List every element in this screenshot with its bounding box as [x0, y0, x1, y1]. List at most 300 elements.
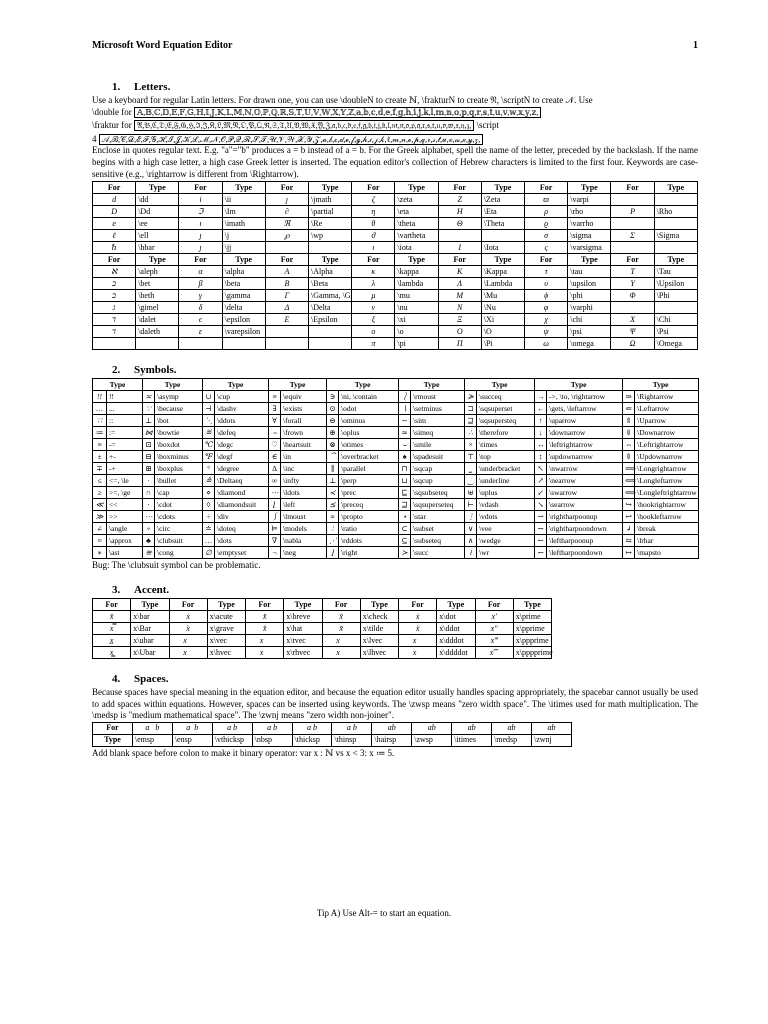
column-header: Type [131, 599, 169, 611]
letters-table [92, 181, 698, 350]
keyword-cell: \theta [395, 218, 438, 230]
column-header: Type [143, 379, 203, 391]
keyword-cell: \Kappa [481, 266, 524, 278]
symbol-cell [438, 230, 481, 242]
keyword-cell: -+ [107, 463, 143, 475]
keyword-cell: x\tvec [284, 635, 322, 647]
symbol-cell: ∗ [93, 547, 107, 559]
keyword-cell: \wr [477, 547, 535, 559]
keyword-cell: \bullet [155, 475, 203, 487]
keyword-cell: \infty [281, 475, 327, 487]
keyword-cell [654, 242, 697, 254]
symbol-cell: I [438, 242, 481, 254]
keyword-cell: \prec [339, 487, 399, 499]
symbol-cell: ° [203, 463, 215, 475]
symbol-cell: ⎱ [399, 391, 411, 403]
keyword-cell: \rmoust [411, 391, 465, 403]
symbol-cell: ∂ [265, 206, 308, 218]
symbol-cell: ι [352, 242, 395, 254]
symbol-cell: π [352, 338, 395, 350]
symbol-cell: ς [525, 242, 568, 254]
symbol-cell: ♠ [399, 451, 411, 463]
column-header: For [611, 182, 654, 194]
symbol-cell: ⋮ [465, 511, 477, 523]
keyword-cell: \Epsilon [309, 314, 352, 326]
keyword-cell: \doteq [215, 523, 269, 535]
keyword-cell: \rightharpoonup [547, 511, 623, 523]
symbol-cell: ϖ [525, 194, 568, 206]
table-row [93, 194, 698, 206]
symbol-cell: ↲ [623, 523, 635, 535]
column-header: Type [399, 379, 465, 391]
column-header: Type [136, 254, 179, 266]
keyword-cell: \alpha [222, 266, 265, 278]
symbol-cell: Δ [265, 302, 308, 314]
symbol-cell: ↙ [535, 487, 547, 499]
keyword-cell: x\dot [437, 611, 475, 623]
symbol-cell: ⊥ [327, 475, 339, 487]
page-number: 1 [693, 40, 698, 51]
symbol-cell: ⋰ [327, 535, 339, 547]
symbol-cell: Ψ [611, 326, 654, 338]
symbol-cell [611, 194, 654, 206]
column-header: For [525, 182, 568, 194]
symbol-cell: φ [525, 302, 568, 314]
symbol-cell: Θ [438, 218, 481, 230]
column-header: Type [269, 379, 327, 391]
table-row [93, 499, 699, 511]
keyword-cell: \varsigma [568, 242, 611, 254]
keyword-cell: \Re [309, 218, 352, 230]
keyword-cell: x\bar [131, 611, 169, 623]
table-row [93, 451, 699, 463]
symbol-cell: ± [93, 451, 107, 463]
keyword-cell: \Psi [654, 326, 697, 338]
keyword-cell: \Deltaeq [215, 475, 269, 487]
keyword-cell: \Alpha [309, 266, 352, 278]
symbol-cell: i [179, 194, 222, 206]
symbol-cell: x⃗ [169, 635, 207, 647]
symbol-cell: ≃ [399, 427, 411, 439]
symbols-bug-note: Bug: The \clubsuit symbol can be problematic. [92, 560, 261, 571]
symbol-cell: ≺ [327, 487, 339, 499]
keyword-cell: \models [281, 523, 327, 535]
double-sample: 𝔸,𝔹,ℂ,𝔻,𝔼,𝔽,𝔾,ℍ,𝕀,𝕁,𝕂,𝕃,𝕄,ℕ,𝕆,ℙ,ℚ,ℝ,𝕊,𝕋,𝕌,𝕍,𝕎,𝕏,𝕐,ℤ,𝕒,𝕓,𝕔,𝕕,𝕖,𝕗,𝕘,𝕙,𝕚,𝕛,𝕜,𝕝,𝕞,𝕟,𝕠,𝕡,𝕢,𝕣,𝕤,𝕥,𝕦,𝕧,𝕨,𝕩,𝕪,𝕫, [134, 107, 541, 118]
keyword-cell: \wp [309, 230, 352, 242]
keyword-cell: \pi [395, 338, 438, 350]
keyword-cell: \asymp [155, 391, 203, 403]
keyword-cell: x\ppprime [513, 635, 551, 647]
fraktur-sample: 𝔄,𝔅,ℭ,𝔇,𝔈,𝔉,𝔊,ℌ,ℑ,𝔍,𝔎,𝔏,𝔐,𝔑,𝔒,𝔓,𝔔,ℜ,𝔖,𝔗,𝔘,𝔙,𝔚,𝔛,𝔜,ℨ,𝔞,𝔟,𝔠,𝔡,𝔢,𝔣,𝔤,𝔥,𝔦,𝔧,𝔨,𝔩,𝔪,𝔫,𝔬,𝔭,𝔮,𝔯,𝔰,𝔱,𝔲,𝔳,𝔴,𝔵,𝔶,𝔷, [134, 120, 474, 131]
symbol-cell: K [438, 266, 481, 278]
symbol-cell: ϱ [525, 218, 568, 230]
symbol-cell: B [265, 278, 308, 290]
symbol-cell [265, 338, 308, 350]
keyword-cell: \Leftarrow [635, 403, 699, 415]
symbol-cell: ℉ [203, 451, 215, 463]
symbol-cell [611, 242, 654, 254]
keyword-cell: \underbracket [477, 463, 535, 475]
symbol-cell: Γ [265, 290, 308, 302]
column-header: For [169, 599, 207, 611]
symbol-cell: ∝ [327, 511, 339, 523]
keyword-cell: \div [215, 511, 269, 523]
keyword-cell: \neg [281, 547, 327, 559]
space-sample-cell: a b [252, 722, 292, 734]
symbol-cell: ↦ [623, 547, 635, 559]
keyword-cell: \boxminus [155, 451, 203, 463]
symbol-cell: ↗ [535, 475, 547, 487]
keyword-cell: \Leftrightarrow [635, 439, 699, 451]
column-header: Type [309, 182, 352, 194]
symbol-cell: ⇋ [623, 535, 635, 547]
symbol-cell: ↕ [535, 451, 547, 463]
column-header: For [179, 182, 222, 194]
symbol-cell: ↼ [535, 535, 547, 547]
symbol-cell: ∈ [269, 451, 281, 463]
column-header: Type [207, 599, 245, 611]
keyword-cell: \partial [309, 206, 352, 218]
symbol-cell: ∀ [269, 415, 281, 427]
keyword-cell: \psi [568, 326, 611, 338]
symbol-cell: ξ [352, 314, 395, 326]
keyword-cell: \degc [215, 439, 269, 451]
symbol-cell: ⋆ [399, 511, 411, 523]
table-row [93, 427, 699, 439]
table-row [93, 326, 698, 338]
symbol-cell: D [93, 206, 136, 218]
keyword-cell: \ii [222, 194, 265, 206]
symbol-cell: ⇀ [535, 511, 547, 523]
symbol-cell: x⃛ [246, 635, 284, 647]
space-sample-cell: ab [531, 722, 571, 734]
symbol-cell: ⊟ [143, 451, 155, 463]
column-header: For [475, 599, 513, 611]
keyword-cell: \wedge [477, 535, 535, 547]
keyword-cell: \epsilon [222, 314, 265, 326]
keyword-cell: \left [281, 499, 327, 511]
keyword-cell: \smile [411, 439, 465, 451]
keyword-cell [309, 326, 352, 338]
keyword-cell: \phi [568, 290, 611, 302]
symbol-cell: ד [93, 326, 136, 338]
column-header: For [352, 182, 395, 194]
keyword-cell: \Downarrow [635, 427, 699, 439]
symbol-cell: ⇁ [535, 523, 547, 535]
symbol-cell: O [438, 326, 481, 338]
column-header: Type [568, 254, 611, 266]
symbol-cell: ⊙ [327, 403, 339, 415]
keyword-cell: \leftharpoondown [547, 547, 623, 559]
keyword-cell: \Delta [309, 302, 352, 314]
symbol-cell: Σ [611, 230, 654, 242]
keyword-cell: \varphi [568, 302, 611, 314]
symbol-cell [179, 338, 222, 350]
table-row [93, 475, 699, 487]
keyword-cell: x\rhvec [284, 647, 322, 659]
keyword-cell: \zwsp [412, 734, 452, 746]
keyword-cell: \delta [222, 302, 265, 314]
symbol-cell: A [265, 266, 308, 278]
spaces-note: Add blank space before colon to make it binary operator: var x : ℕ vs x < 3: x ≔ 5. [92, 747, 395, 758]
keyword-cell: \dots [215, 535, 269, 547]
keyword-cell: \jj [222, 242, 265, 254]
keyword-cell: \ast [107, 547, 143, 559]
table-row [93, 278, 698, 290]
keyword-cell: \approx [107, 535, 143, 547]
keyword-cell: \subset [411, 523, 465, 535]
symbol-cell: Λ [438, 278, 481, 290]
table-row [93, 391, 699, 403]
keyword-cell: \dashv [215, 403, 269, 415]
table-row [93, 439, 699, 451]
keyword-cell: \rddots [339, 535, 399, 547]
symbol-cell: ∋ [327, 391, 339, 403]
table-row [93, 206, 698, 218]
symbol-cell: ≀ [465, 547, 477, 559]
symbol-cell: ζ [352, 194, 395, 206]
keyword-cell: \Mu [481, 290, 524, 302]
keyword-cell: x\tilde [360, 623, 398, 635]
symbol-cell: Z [438, 194, 481, 206]
symbol-cell: ⇐ [623, 403, 635, 415]
symbol-cell: ↽ [535, 547, 547, 559]
symbol-cell: η [352, 206, 395, 218]
script-sample: 𝒜,ℬ,𝒞,𝒟,ℰ,ℱ,𝒢,ℋ,ℐ,𝒥,𝒦,ℒ,ℳ,𝒩,𝒪,𝒫,𝒬,ℛ,𝒮,𝒯,𝒰,𝒱,𝒲,𝒳,𝒴,𝒵,𝒶,𝒷,𝒸,𝒹,ℯ,𝒻,ℊ,𝒽,𝒾,𝒿,𝓀,ℓ,𝓂,𝓃,ℴ,𝓅,𝓆,𝓇,𝓈,𝓉,𝓊,𝓋,𝓌,𝓍,𝓎,𝓏, [99, 134, 484, 145]
space-sample-cell: a b [332, 722, 372, 734]
keyword-cell: \odot [339, 403, 399, 415]
keyword-cell: \otimes [339, 439, 399, 451]
symbol-cell: H [438, 206, 481, 218]
keyword-cell: := [107, 427, 143, 439]
keyword-cell: \Tau [654, 266, 697, 278]
table-row [93, 523, 699, 535]
keyword-cell: \cup [215, 391, 269, 403]
keyword-cell: \setminus [411, 403, 465, 415]
keyword-cell [654, 218, 697, 230]
keyword-cell: \sqcup [411, 475, 465, 487]
symbol-cell: ∪ [203, 391, 215, 403]
keyword-cell: \o [395, 326, 438, 338]
symbol-cell: ⊓ [399, 463, 411, 475]
symbol-cell: ∠ [93, 523, 107, 535]
symbol-cell: ↓ [535, 427, 547, 439]
space-sample-cell: ab [452, 722, 492, 734]
column-header: For [93, 254, 136, 266]
symbol-cell: ω [525, 338, 568, 350]
symbol-cell: Ξ [438, 314, 481, 326]
symbol-cell: ∇ [269, 535, 281, 547]
keyword-cell: \sigma [568, 230, 611, 242]
spaces-type-label: Type [93, 734, 133, 746]
keyword-cell: \Longleftrightarrow [635, 487, 699, 499]
keyword-cell: \Sigma [654, 230, 697, 242]
keyword-cell: \simeq [411, 427, 465, 439]
keyword-cell: \inc [281, 463, 327, 475]
space-sample-cell: ab [372, 722, 412, 734]
keyword-cell: \zwnj [531, 734, 571, 746]
keyword-cell: \lambda [395, 278, 438, 290]
symbol-cell: !! [93, 391, 107, 403]
keyword-cell: \imath [222, 218, 265, 230]
symbol-cell [265, 242, 308, 254]
keyword-cell: \aleph [136, 266, 179, 278]
column-header: Type [93, 379, 143, 391]
column-header: Type [481, 182, 524, 194]
symbol-cell: x̆ [246, 611, 284, 623]
column-header: Type [222, 254, 265, 266]
keyword-cell: \times [477, 439, 535, 451]
keyword-cell: \sqsupersteq [477, 415, 535, 427]
keyword-cell: \vdash [477, 499, 535, 511]
keyword-cell: \tau [568, 266, 611, 278]
symbol-cell: ← [535, 403, 547, 415]
keyword-cell: x\ddot [437, 623, 475, 635]
symbol-cell: ב [93, 278, 136, 290]
keyword-cell: \thinsp [332, 734, 372, 746]
keyword-cell: x\dddot [437, 635, 475, 647]
column-header: For [611, 254, 654, 266]
keyword-cell: \upsilon [568, 278, 611, 290]
keyword-cell: \jmath [309, 194, 352, 206]
keyword-cell: !! [107, 391, 143, 403]
keyword-cell: \dalet [136, 314, 179, 326]
symbol-cell: ∖ [399, 403, 411, 415]
table-row [93, 547, 699, 559]
keyword-cell: \overbracket [339, 451, 399, 463]
section-letters-heading: 1. Letters. [112, 81, 171, 93]
keyword-cell: \zeta [395, 194, 438, 206]
keyword-cell: \nu [395, 302, 438, 314]
keyword-cell: \bet [136, 278, 179, 290]
symbol-cell: Π [438, 338, 481, 350]
keyword-cell: \updownarrow [547, 451, 623, 463]
symbol-cell: ⎰ [269, 511, 281, 523]
table-row [93, 403, 699, 415]
symbol-cell: ⇒ [623, 391, 635, 403]
keyword-cell: \xi [395, 314, 438, 326]
keyword-cell: x\check [360, 611, 398, 623]
symbol-cell: ג [93, 302, 136, 314]
keyword-cell: \cong [155, 547, 203, 559]
symbol-cell: ↑ [535, 415, 547, 427]
column-header: For [322, 599, 360, 611]
keyword-cell: \sim [411, 415, 465, 427]
column-header: Type [535, 379, 623, 391]
keyword-cell: \Rightarrow [635, 391, 699, 403]
symbol-cell: ℵ [93, 266, 136, 278]
accent-table [92, 598, 552, 659]
column-header: Type [222, 182, 265, 194]
keyword-cell: x\lvec [360, 635, 398, 647]
symbol-cell: ∼ [399, 415, 411, 427]
keyword-cell: \boxdot [155, 439, 203, 451]
column-header: For [438, 182, 481, 194]
keyword-cell: \Uparrow [635, 415, 699, 427]
section-symbols-heading: 2. Symbols. [112, 364, 177, 377]
column-header: Type [395, 254, 438, 266]
keyword-cell: \j [222, 230, 265, 242]
symbol-cell: Ω [611, 338, 654, 350]
symbol-cell: x⃡ [322, 647, 360, 659]
symbol-cell: x̃ [322, 623, 360, 635]
table-row [93, 487, 699, 499]
symbol-cell: ⇕ [623, 451, 635, 463]
keyword-cell: \forall [281, 415, 327, 427]
spaces-text: Because spaces have special meaning in the equation editor, and because the equation editor usually handles spacing appropriately, the spacebar cannot usually be used to add spaces within equations. However, spaces can be inserted using keywords. The \zwsp means "zero width space". The \itimes used for math multiplication. The \medsp is "medium mathematical space". The \zwnj means "zero width non-joiner". [92, 687, 698, 721]
symbol-cell: ∵ [143, 403, 155, 415]
keyword-cell: \thicksp [292, 734, 332, 746]
keyword-cell: \gimel [136, 302, 179, 314]
keyword-cell: \Omega [654, 338, 697, 350]
symbol-cell: ⋱ [203, 415, 215, 427]
keyword-cell: \chi [568, 314, 611, 326]
column-header: Type [395, 182, 438, 194]
keyword-cell: -= [107, 439, 143, 451]
symbol-cell: x⃗ [246, 647, 284, 659]
symbol-cell: x̄ [93, 611, 131, 623]
table-row [93, 611, 552, 623]
column-header: For [438, 254, 481, 266]
letters-intro: Use a keyboard for regular Latin letters. For drawn one, you can use \doubleN to create ℕ, \frakturN to create 𝔑, \scriptN to create 𝒩. Use [92, 95, 593, 105]
space-sample-cell: a b [172, 722, 212, 734]
keyword-cell: \succeq [477, 391, 535, 403]
symbol-cell: ≪ [93, 499, 107, 511]
column-header: For [93, 599, 131, 611]
symbol-cell: ⌢ [269, 427, 281, 439]
space-sample-cell: ab [412, 722, 452, 734]
keyword-cell: ... [107, 403, 143, 415]
table-row [93, 647, 552, 659]
keyword-cell: \hookrightarrow [635, 499, 699, 511]
symbol-cell: ≫ [93, 511, 107, 523]
keyword-cell: x\grave [207, 623, 245, 635]
keyword-cell: \circ [155, 523, 203, 535]
symbol-cell: ⊐ [465, 403, 477, 415]
keyword-cell: \Longrightarrow [635, 463, 699, 475]
section-spaces-heading: 4. Spaces. [112, 673, 169, 686]
keyword-cell: \Im [222, 206, 265, 218]
keyword-cell: \leftrightarrow [547, 439, 623, 451]
keyword-cell: :: [107, 415, 143, 427]
keyword-cell: \Phi [654, 290, 697, 302]
symbol-cell: ≽ [465, 391, 477, 403]
keyword-cell: \perp [339, 475, 399, 487]
symbol-cell: ⊞ [143, 463, 155, 475]
symbol-cell: ⌣ [399, 439, 411, 451]
symbol-cell: x‴ [475, 635, 513, 647]
column-header: Type [481, 254, 524, 266]
symbol-cell: ϵ [179, 314, 222, 326]
symbol-cell: ⊂ [399, 523, 411, 535]
keyword-cell: \hookleftarrow [635, 511, 699, 523]
keyword-cell: \vdots [477, 511, 535, 523]
symbol-cell: ⌊ [269, 499, 281, 511]
keyword-cell: \ratio [339, 523, 399, 535]
column-header: Type [623, 379, 699, 391]
symbol-cell: ẍ [399, 623, 437, 635]
column-header: Type [284, 599, 322, 611]
keyword-cell: \degree [215, 463, 269, 475]
symbol-cell: ℃ [203, 439, 215, 451]
keyword-cell: \hbar [136, 242, 179, 254]
table-row [93, 535, 699, 547]
symbol-cell: … [93, 403, 107, 415]
keyword-cell: x\hat [284, 623, 322, 635]
keyword-cell: ->, \to, \rightarrow [547, 391, 623, 403]
symbol-cell: ⊡ [143, 439, 155, 451]
symbol-cell: ℜ [265, 218, 308, 230]
